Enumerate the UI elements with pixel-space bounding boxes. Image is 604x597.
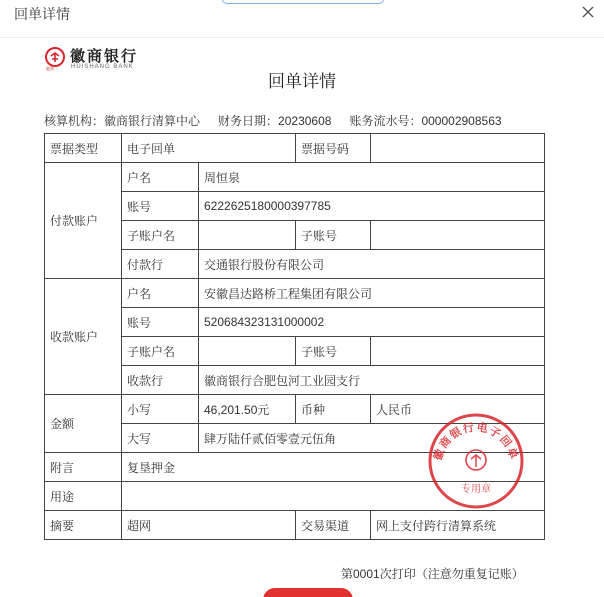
ticket-no-label: 票据号码 — [296, 134, 371, 163]
payee-bank-label: 收款行 — [122, 366, 199, 395]
receipt-meta — [44, 112, 502, 129]
payer-account-value: 6222625180000397785 — [199, 192, 545, 221]
date-value: 20230608 — [278, 114, 332, 128]
payee-account-value: 520684323131000002 — [199, 308, 545, 337]
payee-subname-value — [199, 337, 296, 366]
org-value: 徽商银行清算中心 — [104, 114, 201, 128]
table-row — [45, 511, 545, 540]
amount-big-value: 肆万陆仟贰佰零壹元伍角 — [199, 424, 545, 453]
ticket-no-value — [371, 134, 545, 163]
dialog-header — [0, 0, 604, 38]
payee-account-label: 账号 — [122, 308, 199, 337]
purpose-label: 用途 — [45, 482, 122, 511]
payer-bank-value: 交通银行股份有限公司 — [199, 250, 545, 279]
payer-name-label: 户名 — [122, 163, 199, 192]
remark-label: 附言 — [45, 453, 122, 482]
payee-subacct-value — [371, 337, 545, 366]
serial-label: 账务流水号： — [349, 114, 422, 128]
date-label: 财务日期： — [218, 114, 279, 128]
payer-subname-label: 子账户名 — [122, 221, 199, 250]
close-icon[interactable] — [578, 2, 598, 22]
payee-subacct-label: 子账号 — [296, 337, 371, 366]
org-label: 核算机构： — [44, 114, 105, 128]
ticket-type-label: 票据类型 — [45, 134, 122, 163]
confirm-button[interactable] — [263, 588, 353, 597]
amount-section-label: 金额 — [45, 395, 122, 453]
receipt-title: 回单详情 — [268, 72, 336, 91]
payer-account-label: 账号 — [122, 192, 199, 221]
table-row — [45, 453, 545, 482]
payee-name-value: 安徽昌达路桥工程集团有限公司 — [199, 279, 545, 308]
serial-value: 000002908563 — [421, 114, 502, 128]
remark-value: 复垦押金 — [122, 453, 545, 482]
table-row — [45, 163, 545, 192]
table-row — [45, 134, 545, 163]
top-tab-edge — [222, 0, 384, 4]
table-row — [45, 482, 545, 511]
stamp-bottom-text: 专用章 — [461, 484, 491, 495]
currency-value: 人民币 — [371, 395, 545, 424]
payee-name-label: 户名 — [122, 279, 199, 308]
table-row — [45, 395, 545, 424]
payee-subname-label: 子账户名 — [122, 337, 199, 366]
dialog-title: 回单详情 — [14, 6, 70, 22]
payee-section-label: 收款账户 — [45, 279, 122, 395]
payer-section-label: 付款账户 — [45, 163, 122, 279]
receipt-table — [44, 133, 545, 540]
purpose-value — [122, 482, 545, 511]
payer-subname-value — [199, 221, 296, 250]
payer-name-value: 周恒泉 — [199, 163, 545, 192]
bank-name: 徽商银行 — [70, 47, 139, 65]
summary-value: 超网 — [122, 511, 296, 540]
payer-subacct-label: 子账号 — [296, 221, 371, 250]
channel-value: 网上支付跨行清算系统 — [371, 511, 545, 540]
bank-name-en: HUISHANG BANK — [71, 64, 134, 70]
bank-emblem-text: 徽商 — [46, 66, 54, 71]
payee-bank-value: 徽商银行合肥包河工业园支行 — [199, 366, 545, 395]
svg-text:徽商银行电子回单: 徽商银行电子回单 — [431, 420, 521, 462]
channel-label: 交易渠道 — [296, 511, 371, 540]
currency-label: 币种 — [296, 395, 371, 424]
payer-bank-label: 付款行 — [122, 250, 199, 279]
payer-subacct-value — [371, 221, 545, 250]
amount-small-label: 小写 — [122, 395, 199, 424]
ticket-type-value: 电子回单 — [122, 134, 296, 163]
print-count-note: 第0001次打印（注意勿重复记账） — [341, 567, 524, 581]
table-row — [45, 279, 545, 308]
summary-label: 摘要 — [45, 511, 122, 540]
amount-big-label: 大写 — [122, 424, 199, 453]
amount-small-value: 46,201.50元 — [199, 395, 296, 424]
